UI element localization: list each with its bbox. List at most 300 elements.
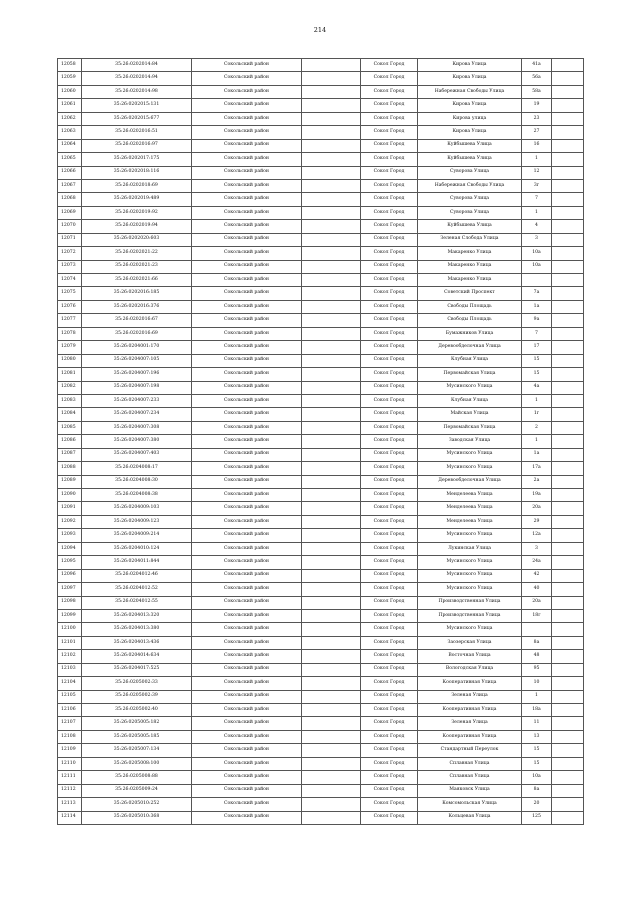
- row-number-cell: 12069: [58, 206, 82, 219]
- empty-cell: [302, 771, 361, 784]
- street-cell: Кирова улица: [418, 112, 522, 125]
- row-number-cell: 12100: [58, 623, 82, 636]
- table-row: [58, 394, 584, 407]
- cadastral-number-cell: 35:26:0204007:105: [82, 354, 192, 367]
- district-cell: Сокольский район: [192, 139, 302, 152]
- row-number-cell: 12079: [58, 341, 82, 354]
- settlement-cell: Сокол Город: [361, 341, 418, 354]
- table-row: [58, 489, 584, 502]
- empty-cell: [552, 247, 584, 260]
- street-cell: Макаренко Улица: [418, 247, 522, 260]
- empty-cell: [552, 677, 584, 690]
- table-row: [58, 59, 584, 72]
- empty-cell: [302, 704, 361, 717]
- settlement-cell: Сокол Город: [361, 623, 418, 636]
- house-number-cell: 19а: [522, 489, 552, 502]
- row-number-cell: 12071: [58, 233, 82, 246]
- house-number-cell: 15: [522, 744, 552, 757]
- row-number-cell: 12067: [58, 179, 82, 192]
- district-cell: Сокольский район: [192, 435, 302, 448]
- street-cell: Комсомольская Улица: [418, 798, 522, 811]
- street-cell: Деревообделочная Улица: [418, 341, 522, 354]
- settlement-cell: Сокол Город: [361, 569, 418, 582]
- table-row: [58, 179, 584, 192]
- district-cell: Сокольский район: [192, 85, 302, 98]
- district-cell: Сокольский район: [192, 247, 302, 260]
- table-row: [58, 475, 584, 488]
- settlement-cell: Сокол Город: [361, 475, 418, 488]
- settlement-cell: Сокол Город: [361, 609, 418, 622]
- settlement-cell: Сокол Город: [361, 327, 418, 340]
- cadastral-number-cell: 35:26:0204007:380: [82, 435, 192, 448]
- settlement-cell: Сокол Город: [361, 394, 418, 407]
- empty-cell: [302, 139, 361, 152]
- empty-cell: [302, 556, 361, 569]
- empty-cell: [302, 354, 361, 367]
- empty-cell: [302, 341, 361, 354]
- row-number-cell: 12108: [58, 730, 82, 743]
- cadastral-number-cell: 35:26:0204010:124: [82, 542, 192, 555]
- empty-cell: [302, 757, 361, 770]
- district-cell: Сокольский район: [192, 529, 302, 542]
- house-number-cell: 19: [522, 99, 552, 112]
- empty-cell: [302, 798, 361, 811]
- house-number-cell: 1а: [522, 300, 552, 313]
- row-number-cell: 12074: [58, 274, 82, 287]
- settlement-cell: Сокол Город: [361, 220, 418, 233]
- page-number: 214: [313, 26, 327, 34]
- house-number-cell: 29: [522, 515, 552, 528]
- cadastral-number-cell: 35:26:0204007:196: [82, 368, 192, 381]
- district-cell: Сокольский район: [192, 784, 302, 797]
- street-cell: Кооперативная Улица: [418, 677, 522, 690]
- table-row: [58, 153, 584, 166]
- cadastral-number-cell: 35:26:0202019:489: [82, 193, 192, 206]
- street-cell: Макаренко Улица: [418, 260, 522, 273]
- settlement-cell: Сокол Город: [361, 354, 418, 367]
- street-cell: Суворова Улица: [418, 193, 522, 206]
- street-cell: Заозерская Улица: [418, 636, 522, 649]
- settlement-cell: Сокол Город: [361, 784, 418, 797]
- table-row: [58, 811, 584, 824]
- district-cell: Сокольский район: [192, 220, 302, 233]
- house-number-cell: [522, 623, 552, 636]
- house-number-cell: 58а: [522, 85, 552, 98]
- empty-cell: [302, 650, 361, 663]
- table-row: [58, 757, 584, 770]
- settlement-cell: Сокол Город: [361, 583, 418, 596]
- cadastral-number-cell: 35:26:0204012:46: [82, 569, 192, 582]
- district-cell: Сокольский район: [192, 112, 302, 125]
- empty-cell: [552, 72, 584, 85]
- cadastral-number-cell: 35:26:0202018:69: [82, 179, 192, 192]
- district-cell: Сокольский район: [192, 475, 302, 488]
- street-cell: Куйбышева Улица: [418, 220, 522, 233]
- street-cell: Стандартный Переулок: [418, 744, 522, 757]
- cadastral-number-cell: 35:26:0204009:214: [82, 529, 192, 542]
- cadastral-number-cell: 35:26:0205010:368: [82, 811, 192, 824]
- empty-cell: [552, 515, 584, 528]
- empty-cell: [302, 717, 361, 730]
- row-number-cell: 12112: [58, 784, 82, 797]
- table-row: [58, 193, 584, 206]
- house-number-cell: 95: [522, 663, 552, 676]
- empty-cell: [552, 341, 584, 354]
- cadastral-number-cell: 35:26:0204009:123: [82, 515, 192, 528]
- row-number-cell: 12064: [58, 139, 82, 152]
- row-number-cell: 12077: [58, 314, 82, 327]
- district-cell: Сокольский район: [192, 287, 302, 300]
- settlement-cell: Сокол Город: [361, 166, 418, 179]
- row-number-cell: 12058: [58, 59, 82, 72]
- cadastral-number-cell: 35:26:0202020:603: [82, 233, 192, 246]
- row-number-cell: 12078: [58, 327, 82, 340]
- empty-cell: [302, 811, 361, 824]
- row-number-cell: 12110: [58, 757, 82, 770]
- district-cell: Сокольский район: [192, 502, 302, 515]
- settlement-cell: Сокол Город: [361, 193, 418, 206]
- empty-cell: [552, 394, 584, 407]
- street-cell: Лукинская Улица: [418, 542, 522, 555]
- row-number-cell: 12061: [58, 99, 82, 112]
- empty-cell: [552, 784, 584, 797]
- street-cell: Зеленая Слобода Улица: [418, 233, 522, 246]
- settlement-cell: Сокол Город: [361, 744, 418, 757]
- house-number-cell: 40: [522, 583, 552, 596]
- house-number-cell: 8а: [522, 784, 552, 797]
- settlement-cell: Сокол Город: [361, 771, 418, 784]
- settlement-cell: Сокол Город: [361, 596, 418, 609]
- street-cell: Производственная Улица: [418, 609, 522, 622]
- street-cell: Кольцевая Улица: [418, 811, 522, 824]
- empty-cell: [302, 502, 361, 515]
- cadastral-number-cell: 35:26:0204013:320: [82, 609, 192, 622]
- empty-cell: [552, 368, 584, 381]
- district-cell: Сокольский район: [192, 730, 302, 743]
- street-cell: Набережная Свободы Улица: [418, 179, 522, 192]
- district-cell: Сокольский район: [192, 448, 302, 461]
- empty-cell: [552, 502, 584, 515]
- empty-cell: [552, 542, 584, 555]
- empty-cell: [552, 193, 584, 206]
- house-number-cell: 3г: [522, 179, 552, 192]
- district-cell: Сокольский район: [192, 704, 302, 717]
- house-number-cell: 17: [522, 341, 552, 354]
- house-number-cell: 23: [522, 112, 552, 125]
- cadastral-number-cell: 35:26:0202021:23: [82, 260, 192, 273]
- street-cell: Зеленая Улица: [418, 717, 522, 730]
- row-number-cell: 12081: [58, 368, 82, 381]
- house-number-cell: 15: [522, 757, 552, 770]
- house-number-cell: 20: [522, 798, 552, 811]
- row-number-cell: 12093: [58, 529, 82, 542]
- empty-cell: [552, 166, 584, 179]
- cadastral-number-cell: 35:26:0205007:134: [82, 744, 192, 757]
- empty-cell: [302, 327, 361, 340]
- row-number-cell: 12094: [58, 542, 82, 555]
- empty-cell: [552, 435, 584, 448]
- empty-cell: [552, 583, 584, 596]
- house-number-cell: 1: [522, 153, 552, 166]
- table-row: [58, 247, 584, 260]
- house-number-cell: 11: [522, 717, 552, 730]
- house-number-cell: 10а: [522, 260, 552, 273]
- row-number-cell: 12073: [58, 260, 82, 273]
- row-number-cell: 12103: [58, 663, 82, 676]
- empty-cell: [552, 609, 584, 622]
- empty-cell: [302, 421, 361, 434]
- settlement-cell: Сокол Город: [361, 206, 418, 219]
- house-number-cell: 15: [522, 354, 552, 367]
- empty-cell: [302, 153, 361, 166]
- empty-cell: [302, 233, 361, 246]
- row-number-cell: 12086: [58, 435, 82, 448]
- empty-cell: [552, 260, 584, 273]
- empty-cell: [302, 663, 361, 676]
- table-row: [58, 569, 584, 582]
- table-body: [58, 59, 584, 825]
- cadastral-number-cell: 35:26:0205005:185: [82, 730, 192, 743]
- empty-cell: [302, 112, 361, 125]
- cadastral-number-cell: 35:26:0204012:52: [82, 583, 192, 596]
- district-cell: Сокольский район: [192, 609, 302, 622]
- house-number-cell: 3: [522, 542, 552, 555]
- table-row: [58, 435, 584, 448]
- cadastral-number-cell: 35:26:0205005:182: [82, 717, 192, 730]
- empty-cell: [302, 636, 361, 649]
- district-cell: Сокольский район: [192, 179, 302, 192]
- row-number-cell: 12095: [58, 556, 82, 569]
- street-cell: Кирова Улица: [418, 99, 522, 112]
- settlement-cell: Сокол Город: [361, 502, 418, 515]
- empty-cell: [302, 569, 361, 582]
- district-cell: Сокольский район: [192, 663, 302, 676]
- table-row: [58, 583, 584, 596]
- table-row: [58, 798, 584, 811]
- table-row: [58, 314, 584, 327]
- house-number-cell: 13: [522, 730, 552, 743]
- house-number-cell: 24а: [522, 556, 552, 569]
- empty-cell: [552, 314, 584, 327]
- empty-cell: [552, 556, 584, 569]
- settlement-cell: Сокол Город: [361, 677, 418, 690]
- settlement-cell: Сокол Город: [361, 368, 418, 381]
- settlement-cell: Сокол Город: [361, 515, 418, 528]
- table-row: [58, 260, 584, 273]
- district-cell: Сокольский район: [192, 690, 302, 703]
- district-cell: Сокольский район: [192, 569, 302, 582]
- settlement-cell: Сокол Город: [361, 274, 418, 287]
- street-cell: Клубная Улица: [418, 394, 522, 407]
- empty-cell: [552, 462, 584, 475]
- street-cell: Мусинского Улица: [418, 381, 522, 394]
- house-number-cell: 1г: [522, 408, 552, 421]
- empty-cell: [302, 287, 361, 300]
- empty-cell: [302, 394, 361, 407]
- settlement-cell: Сокол Город: [361, 462, 418, 475]
- empty-cell: [552, 744, 584, 757]
- street-cell: Менделеева Улица: [418, 489, 522, 502]
- settlement-cell: Сокол Город: [361, 112, 418, 125]
- row-number-cell: 12070: [58, 220, 82, 233]
- house-number-cell: 41а: [522, 59, 552, 72]
- street-cell: Свободы Площадь: [418, 300, 522, 313]
- house-number-cell: 1: [522, 206, 552, 219]
- cadastral-number-cell: 35:26:0202015:131: [82, 99, 192, 112]
- street-cell: Мусинского Улица: [418, 623, 522, 636]
- empty-cell: [552, 233, 584, 246]
- empty-cell: [302, 381, 361, 394]
- table-row: [58, 99, 584, 112]
- house-number-cell: 20а: [522, 596, 552, 609]
- district-cell: Сокольский район: [192, 421, 302, 434]
- empty-cell: [552, 112, 584, 125]
- table-row: [58, 717, 584, 730]
- cadastral-number-cell: 35:26:0202016:97: [82, 139, 192, 152]
- house-number-cell: 1: [522, 435, 552, 448]
- district-cell: Сокольский район: [192, 771, 302, 784]
- cadastral-number-cell: 35:26:0202016:69: [82, 327, 192, 340]
- empty-cell: [552, 220, 584, 233]
- row-number-cell: 12104: [58, 677, 82, 690]
- settlement-cell: Сокол Город: [361, 314, 418, 327]
- cadastral-number-cell: 35:26:0204017:525: [82, 663, 192, 676]
- settlement-cell: Сокол Город: [361, 381, 418, 394]
- district-cell: Сокольский район: [192, 233, 302, 246]
- row-number-cell: 12068: [58, 193, 82, 206]
- district-cell: Сокольский район: [192, 542, 302, 555]
- cadastral-number-cell: 35:26:0204012:55: [82, 596, 192, 609]
- cadastral-number-cell: 35:26:0204008:17: [82, 462, 192, 475]
- settlement-cell: Сокол Город: [361, 636, 418, 649]
- settlement-cell: Сокол Город: [361, 717, 418, 730]
- table-row: [58, 730, 584, 743]
- empty-cell: [552, 690, 584, 703]
- street-cell: Вологодская Улица: [418, 663, 522, 676]
- row-number-cell: 12072: [58, 247, 82, 260]
- empty-cell: [552, 730, 584, 743]
- district-cell: Сокольский район: [192, 394, 302, 407]
- district-cell: Сокольский район: [192, 368, 302, 381]
- row-number-cell: 12083: [58, 394, 82, 407]
- district-cell: Сокольский район: [192, 636, 302, 649]
- empty-cell: [302, 515, 361, 528]
- empty-cell: [302, 179, 361, 192]
- district-cell: Сокольский район: [192, 99, 302, 112]
- cadastral-number-cell: 35:26:0205002:39: [82, 690, 192, 703]
- empty-cell: [302, 59, 361, 72]
- row-number-cell: 12084: [58, 408, 82, 421]
- empty-cell: [302, 744, 361, 757]
- street-cell: Мусинского Улица: [418, 556, 522, 569]
- table-row: [58, 529, 584, 542]
- district-cell: Сокольский район: [192, 206, 302, 219]
- empty-cell: [302, 99, 361, 112]
- empty-cell: [302, 542, 361, 555]
- empty-cell: [302, 206, 361, 219]
- empty-cell: [552, 179, 584, 192]
- settlement-cell: Сокол Город: [361, 247, 418, 260]
- row-number-cell: 12111: [58, 771, 82, 784]
- house-number-cell: 3: [522, 233, 552, 246]
- row-number-cell: 12085: [58, 421, 82, 434]
- district-cell: Сокольский район: [192, 583, 302, 596]
- cadastral-number-cell: 35:26:0202018:116: [82, 166, 192, 179]
- house-number-cell: 17а: [522, 462, 552, 475]
- empty-cell: [552, 381, 584, 394]
- empty-cell: [552, 354, 584, 367]
- settlement-cell: Сокол Город: [361, 448, 418, 461]
- house-number-cell: 12: [522, 166, 552, 179]
- district-cell: Сокольский район: [192, 556, 302, 569]
- empty-cell: [302, 448, 361, 461]
- street-cell: Кооперативная Улица: [418, 730, 522, 743]
- row-number-cell: 12096: [58, 569, 82, 582]
- table-row: [58, 274, 584, 287]
- table-row: [58, 368, 584, 381]
- settlement-cell: Сокол Город: [361, 690, 418, 703]
- empty-cell: [302, 475, 361, 488]
- street-cell: Заводская Улица: [418, 435, 522, 448]
- street-cell: Менделеева Улица: [418, 502, 522, 515]
- empty-cell: [552, 663, 584, 676]
- cadastral-number-cell: 35:26:0204007:403: [82, 448, 192, 461]
- empty-cell: [552, 623, 584, 636]
- house-number-cell: 1: [522, 394, 552, 407]
- district-cell: Сокольский район: [192, 126, 302, 139]
- district-cell: Сокольский район: [192, 408, 302, 421]
- empty-cell: [552, 274, 584, 287]
- table-row: [58, 72, 584, 85]
- house-number-cell: 18а: [522, 704, 552, 717]
- street-cell: Менделеева Улица: [418, 515, 522, 528]
- cadastral-number-cell: 35:26:0205010:252: [82, 798, 192, 811]
- settlement-cell: Сокол Город: [361, 556, 418, 569]
- street-cell: Макаренко Улица: [418, 274, 522, 287]
- street-cell: Мусинского Улица: [418, 529, 522, 542]
- cadastral-number-cell: 35:26:0204001:170: [82, 341, 192, 354]
- street-cell: Сплавная Улица: [418, 757, 522, 770]
- table-row: [58, 448, 584, 461]
- street-cell: Кирова Улица: [418, 59, 522, 72]
- empty-cell: [552, 139, 584, 152]
- street-cell: Маяковск Улица: [418, 784, 522, 797]
- district-cell: Сокольский район: [192, 677, 302, 690]
- empty-cell: [552, 529, 584, 542]
- row-number-cell: 12088: [58, 462, 82, 475]
- table-row: [58, 139, 584, 152]
- empty-cell: [302, 193, 361, 206]
- house-number-cell: 10а: [522, 247, 552, 260]
- table-row: [58, 784, 584, 797]
- cadastral-number-cell: 35:26:0204011:844: [82, 556, 192, 569]
- settlement-cell: Сокол Город: [361, 139, 418, 152]
- settlement-cell: Сокол Город: [361, 126, 418, 139]
- row-number-cell: 12105: [58, 690, 82, 703]
- house-number-cell: 16: [522, 139, 552, 152]
- cadastral-number-cell: 35:26:0202019:94: [82, 220, 192, 233]
- empty-cell: [302, 529, 361, 542]
- row-number-cell: 12114: [58, 811, 82, 824]
- street-cell: Советский Проспект: [418, 287, 522, 300]
- empty-cell: [552, 798, 584, 811]
- street-cell: Мусинского Улица: [418, 462, 522, 475]
- row-number-cell: 12098: [58, 596, 82, 609]
- district-cell: Сокольский район: [192, 314, 302, 327]
- district-cell: Сокольский район: [192, 274, 302, 287]
- empty-cell: [552, 421, 584, 434]
- district-cell: Сокольский район: [192, 327, 302, 340]
